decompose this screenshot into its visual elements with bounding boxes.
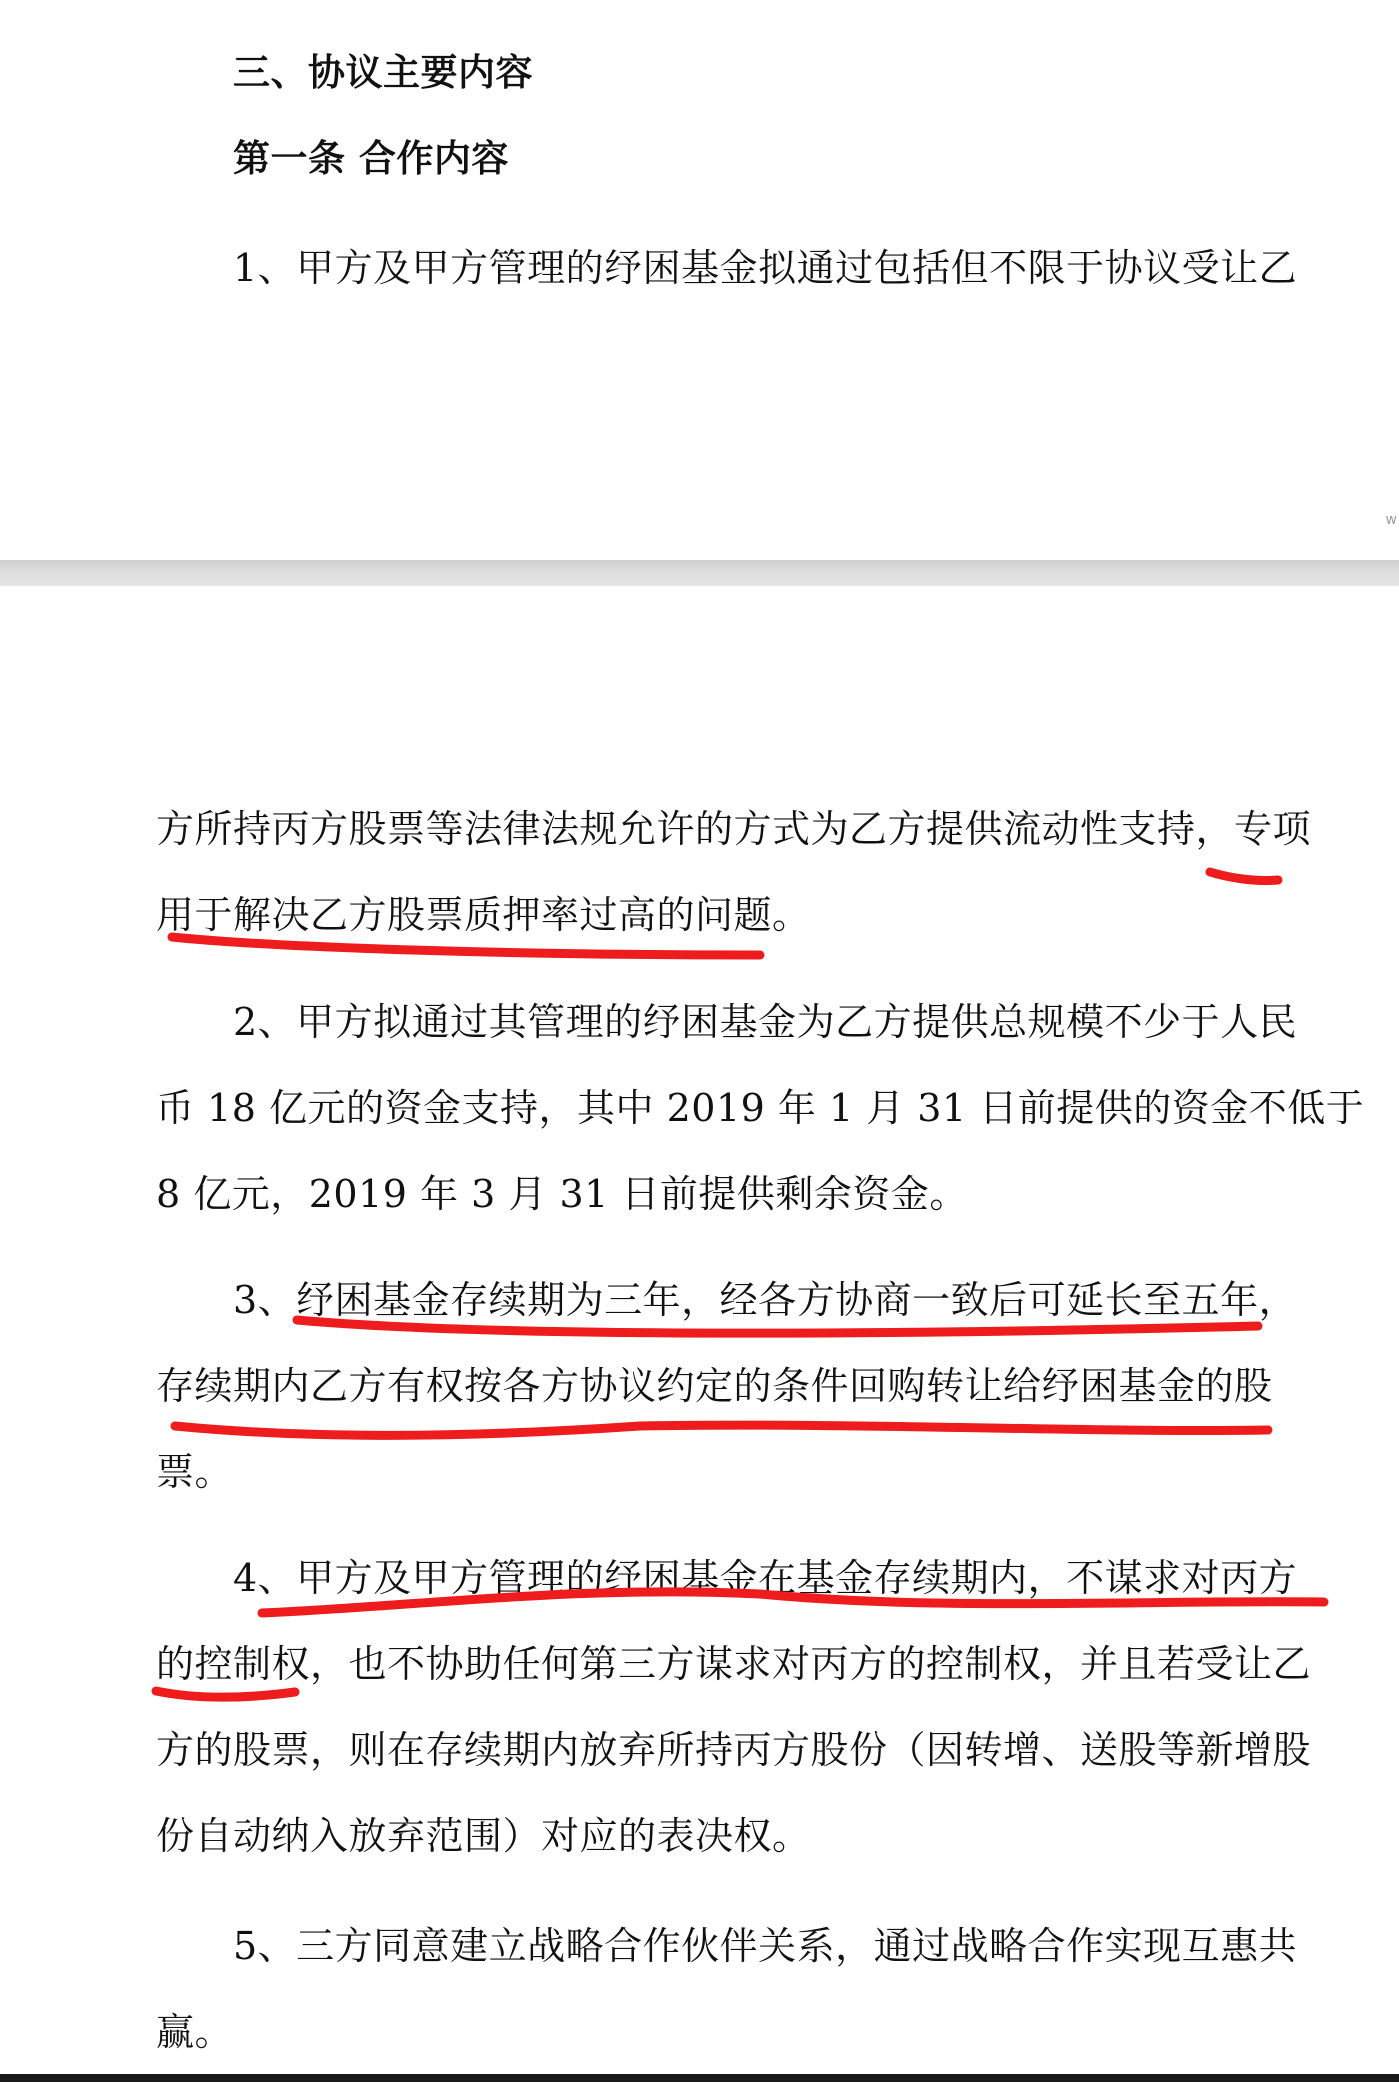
paragraph-line: 份自动纳入放弃范围）对应的表决权。 xyxy=(156,1814,811,1858)
paragraph-line: 2、甲方拟通过其管理的纾困基金为乙方提供总规模不少于人民 xyxy=(233,1000,1298,1044)
paragraph-line: 存续期内乙方有权按各方协议约定的条件回购转让给纾困基金的股 xyxy=(156,1364,1273,1408)
paragraph-line: 赢。 xyxy=(156,2010,234,2054)
paragraph-line: 4、甲方及甲方管理的纾困基金在基金存续期内，不谋求对丙方 xyxy=(233,1556,1298,1600)
paragraph-line: 票。 xyxy=(156,1450,234,1494)
paragraph-line: 币 18 亿元的资金支持，其中 2019 年 1 月 31 日前提供的资金不低于 xyxy=(156,1086,1365,1130)
page-edge-marker: w xyxy=(1385,512,1397,528)
paragraph-line: 3、纾困基金存续期为三年，经各方协商一致后可延长至五年， xyxy=(233,1278,1298,1322)
paragraph-line: 8 亿元，2019 年 3 月 31 日前提供剩余资金。 xyxy=(156,1172,968,1216)
screen-bottom-edge xyxy=(0,2074,1399,2082)
paragraph-line: 1、甲方及甲方管理的纾困基金拟通过包括但不限于协议受让乙 xyxy=(233,246,1298,290)
paragraph-line: 5、三方同意建立战略合作伙伴关系，通过战略合作实现互惠共 xyxy=(233,1924,1298,1968)
section-title: 三、协议主要内容 xyxy=(233,50,533,94)
paragraph-line: 方所持丙方股票等法律法规允许的方式为乙方提供流动性支持，专项 xyxy=(156,807,1312,851)
paragraph-line: 的控制权，也不协助任何第三方谋求对丙方的控制权，并且若受让乙 xyxy=(156,1642,1312,1686)
document-page-top xyxy=(0,0,1399,560)
paragraph-line: 用于解决乙方股票质押率过高的问题。 xyxy=(156,893,811,937)
article-title: 第一条 合作内容 xyxy=(233,136,509,180)
paragraph-line: 方的股票，则在存续期内放弃所持丙方股份（因转增、送股等新增股 xyxy=(156,1728,1312,1772)
page-break-separator xyxy=(0,560,1399,586)
